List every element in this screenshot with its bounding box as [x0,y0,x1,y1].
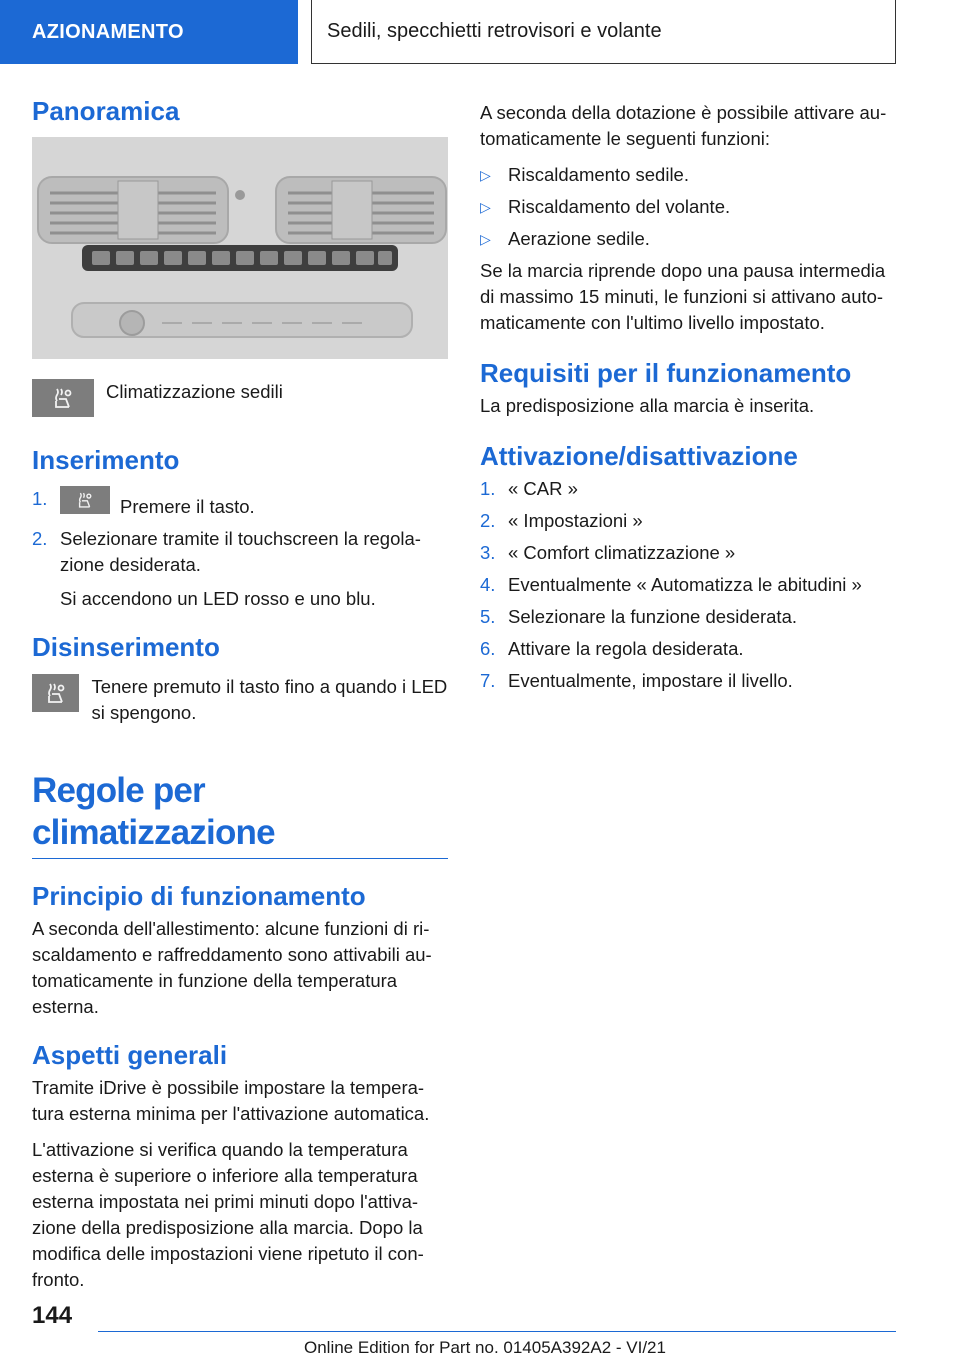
list-item [480,226,896,252]
footer-divider [98,1331,896,1332]
list-item [32,526,448,578]
step-number: 1. [32,488,48,510]
inserimento-steps [32,486,448,578]
pausa-text: Se la marcia riprende dopo una pausa intermedia di massimo 15 minuti, le funzioni si attivano auto-maticamente con l'ultimo livello impostato. [480,260,886,333]
regole-heading: Regole per climatizzazione [32,770,448,859]
inserimento-note: Si accendono un LED rosso e uno blu. [60,588,376,610]
step-number: 2. [480,510,496,532]
icon-caption-row [32,379,448,417]
intro-text: A seconda della dotazione è possibile attivare au-tomaticamente le seguenti funzioni: [480,102,887,149]
bullet-text: Aerazione sedile. [508,228,650,249]
bullet-text: Riscaldamento del volante. [508,196,731,217]
step-text: « Impostazioni » [508,510,643,532]
header-section: AZIONAMENTO [0,0,298,64]
attivazione-heading: Attivazione/disattivazione [480,441,798,472]
seat-climate-icon [60,486,110,514]
step-number: 6. [480,638,496,660]
edition-text: Online Edition for Part no. 01405A392A2 - VI/21 [304,1338,666,1357]
list-item [480,476,896,502]
step-number: 1. [480,478,496,500]
step-number: 5. [480,606,496,628]
bullet-text: Riscaldamento sedile. [508,164,689,185]
step-text: Eventualmente « Automatizza le abitudini » [508,574,862,596]
step-text: Attivare la regola desiderata. [508,638,744,660]
requisiti-heading: Requisiti per il funzionamento [480,358,852,388]
list-item [480,636,896,662]
list-item [480,194,896,220]
list-item [480,162,896,188]
page-number: 144 [32,1302,73,1329]
step-number: 7. [480,670,496,692]
climate-panel-illustration [32,137,448,359]
inserimento-heading: Inserimento [32,445,180,476]
requisiti-text: La predisposizione alla marcia è inserita. [480,395,815,417]
list-item [480,604,896,630]
bullet-triangle-icon: ▷ [480,167,491,183]
bullet-triangle-icon: ▷ [480,199,491,215]
aspetti-paragraph-1: Tramite iDrive è possibile impostare la tempera-tura esterna minima per l'attivazione automatica. [32,1076,430,1124]
list-item [480,572,896,598]
aspetti-paragraph-2: L'attivazione si verifica quando la temperatura esterna è superiore o inferiore alla temperatura esterna impostata nei primi minuti dopo l'attiva-zione della predisposizione alla marcia. Dopo la modifica delle impostazioni viene ripetuto il con-fronto. [32,1138,424,1290]
step-text: Premere il tasto. [120,496,255,518]
list-item [480,508,896,534]
header-chapter: Sedili, specchietti retrovisori e volante [311,0,896,64]
aspetti-heading: Aspetti generali [32,1039,228,1070]
step-number: 4. [480,574,496,596]
step-text: « Comfort climatizzazione » [508,542,736,564]
list-item [480,540,896,566]
step-text: « CAR » [508,478,578,500]
attivazione-steps [480,476,896,694]
disinserimento-text: Tenere premuto il tasto fino a quando i LED si spengono. [91,675,448,723]
disinserimento-row [32,674,448,726]
panoramica-heading: Panoramica [32,96,180,126]
left-column [32,96,448,1303]
disinserimento-heading: Disinserimento [32,632,220,663]
control-panel-photo [32,137,448,359]
right-column [480,100,896,712]
seat-climate-icon [32,674,79,712]
list-item [480,668,896,694]
step-text: Selezionare la funzione desiderata. [508,606,797,628]
step-text: Selezionare tramite il touchscreen la regola-zione desiderata. [60,528,421,576]
list-item [32,486,448,520]
seat-climate-icon [32,379,94,417]
principio-text: A seconda dell'allestimento: alcune funzioni di ri-scaldamento e raffreddamento sono attivabili au-tomaticamente in funzione della temperatura esterna. [32,917,432,1017]
step-number: 3. [480,542,496,564]
icon-caption: Climatizzazione sedili [106,381,283,403]
function-list [480,162,896,252]
step-number: 2. [32,528,48,550]
bullet-triangle-icon: ▷ [480,231,491,247]
step-text: Eventualmente, impostare il livello. [508,670,793,692]
principio-heading: Principio di funzionamento [32,880,366,911]
